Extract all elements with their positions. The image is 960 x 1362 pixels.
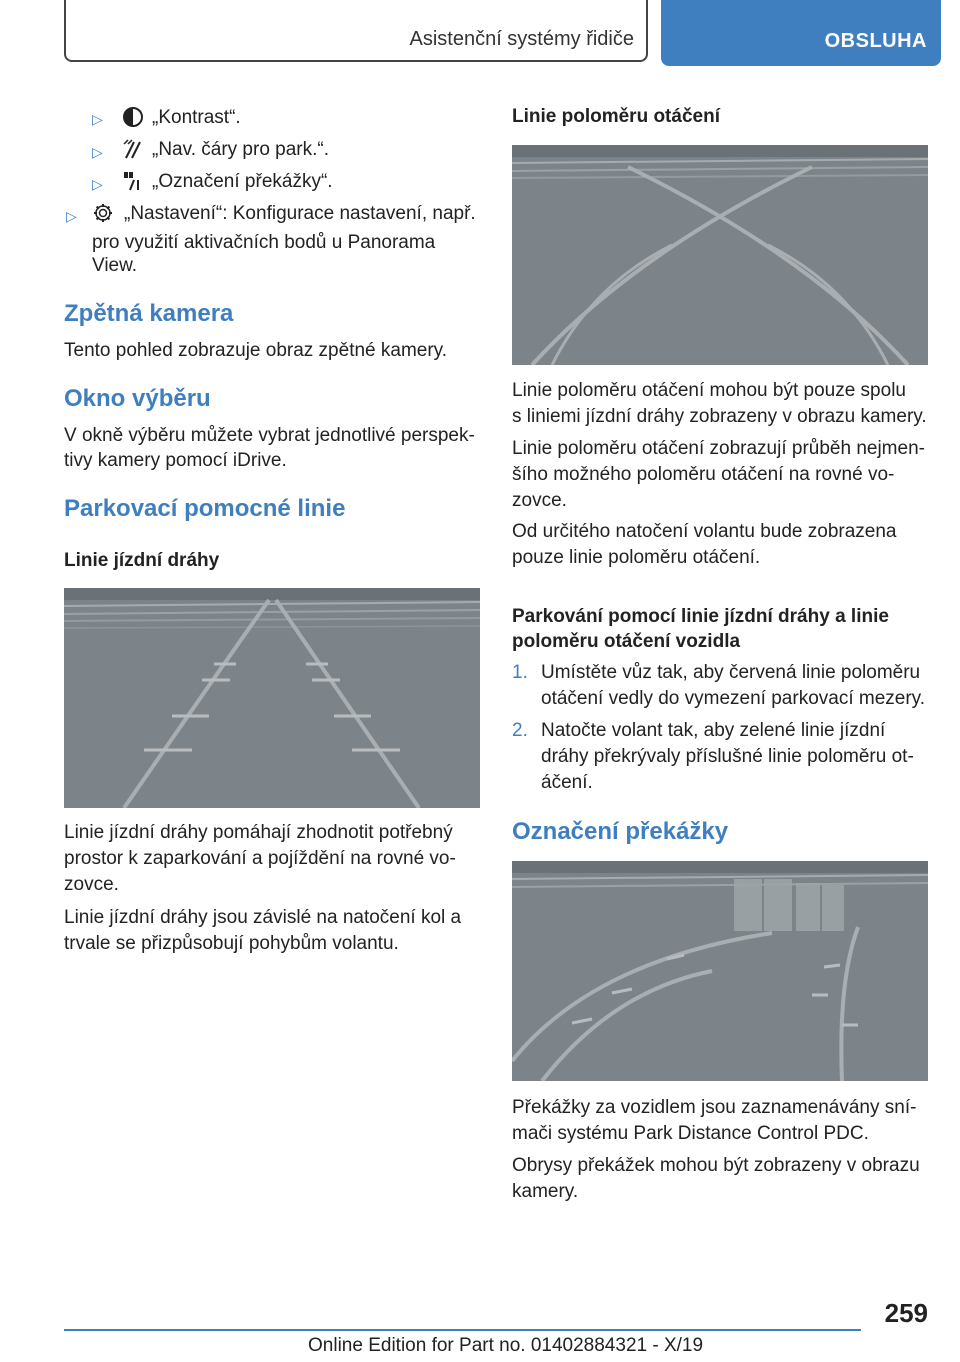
chapter-title: Asistenční systémy řidiče: [409, 28, 634, 50]
bullet-marker: ▷: [66, 208, 77, 224]
track-lines-image: [64, 588, 480, 808]
bullet-marker: ▷: [92, 144, 103, 160]
bullet-text: „Nav. čáry pro park.“.: [152, 139, 330, 160]
paragraph: s liniemi jízdní dráhy zobrazeny v obrazu kamery.: [512, 406, 927, 427]
paragraph: kamery.: [512, 1181, 579, 1202]
paragraph: Linie poloměru otáčení zobrazují průběh nejmen-: [512, 438, 925, 459]
parking-lines-icon: [122, 138, 144, 160]
step-text: otáčení vedly do vymezení parkovací mezery.: [541, 688, 926, 709]
bullet-marker: ▷: [92, 111, 103, 127]
paragraph: prostor k zaparkování a pojíždění na rovné vo-: [64, 848, 456, 869]
paragraph: Od určitého natočení volantu bude zobrazena: [512, 521, 897, 542]
section-heading: Zpětná kamera: [64, 300, 234, 327]
section-heading: Parkovací pomocné linie: [64, 495, 346, 522]
step-number: 2.: [512, 720, 528, 741]
paragraph: pouze linie poloměru otáčení.: [512, 547, 761, 568]
contrast-icon: [122, 106, 144, 128]
subheading: Linie poloměru otáčení: [512, 106, 720, 127]
bullet-text: „Nastavení“: Konfigurace nastavení, např.: [124, 203, 476, 224]
section-heading: Okno výběru: [64, 385, 211, 412]
subheading: poloměru otáčení vozidla: [512, 631, 741, 652]
footer-text: Online Edition for Part no. 01402884321 - X/19: [308, 1335, 704, 1356]
obstacle-marking-image: [512, 861, 928, 1081]
paragraph: V okně výběru můžete vybrat jednotlivé perspek-: [64, 425, 475, 446]
paragraph: zovce.: [64, 874, 119, 895]
step-number: 1.: [512, 662, 528, 683]
bullet-text: pro využití aktivačních bodů u Panorama: [92, 232, 436, 253]
bullet-text: „Kontrast“.: [152, 107, 241, 128]
turning-radius-image: [512, 145, 928, 365]
section-heading: Označení překážky: [512, 818, 729, 845]
paragraph: mači systému Park Distance Control PDC.: [512, 1123, 869, 1144]
page-number: 259: [884, 1298, 928, 1328]
subheading: Linie jízdní dráhy: [64, 550, 220, 571]
step-text: áčení.: [541, 772, 593, 793]
paragraph: Obrysy překážek mohou být zobrazeny v obrazu: [512, 1155, 920, 1176]
footer-divider: [64, 1329, 861, 1331]
obstacle-marking-icon: [122, 170, 144, 192]
paragraph: trvale se přizpůsobují pohybům volantu.: [64, 933, 399, 954]
paragraph: Překážky za vozidlem jsou zaznamenávány sní-: [512, 1097, 917, 1118]
header-title-box: [64, 0, 648, 62]
paragraph: zovce.: [512, 490, 567, 511]
section-tab: [661, 0, 941, 66]
gear-icon: [92, 202, 114, 224]
bullet-text: „Označení překážky“.: [152, 171, 333, 192]
bullet-text: View.: [92, 255, 138, 276]
paragraph: Linie jízdní dráhy pomáhají zhodnotit potřebný: [64, 822, 453, 843]
paragraph: tivy kamery pomocí iDrive.: [64, 450, 287, 471]
step-text: Natočte volant tak, aby zelené linie jízdní: [541, 720, 886, 741]
step-text: dráhy překrývaly příslušné linie poloměru ot-: [541, 746, 914, 767]
section-label: OBSLUHA: [824, 30, 927, 52]
paragraph: Tento pohled zobrazuje obraz zpětné kamery.: [64, 340, 448, 361]
paragraph: šího možného poloměru otáčení na rovné vo-: [512, 464, 895, 485]
bullet-marker: ▷: [92, 176, 103, 192]
step-text: Umístěte vůz tak, aby červená linie poloměru: [541, 662, 921, 683]
paragraph: Linie poloměru otáčení mohou být pouze spolu: [512, 380, 906, 401]
paragraph: Linie jízdní dráhy jsou závislé na natočení kol a: [64, 907, 462, 928]
subheading: Parkování pomocí linie jízdní dráhy a linie: [512, 606, 889, 627]
